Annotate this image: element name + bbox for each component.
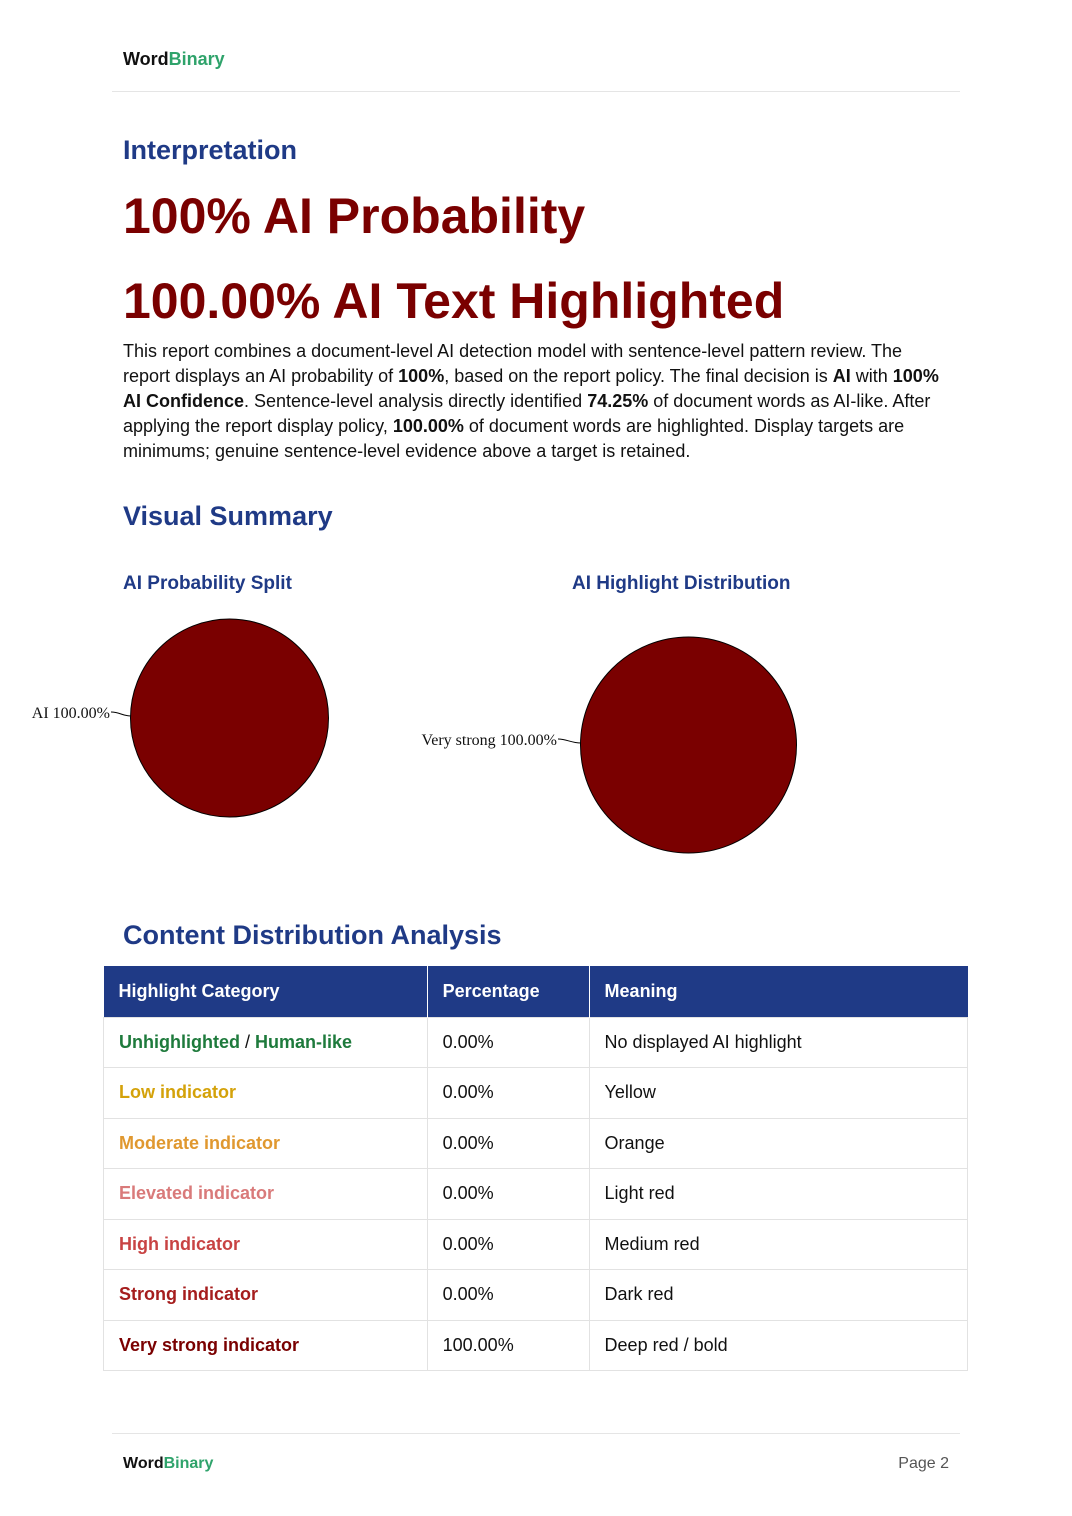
pie-slice-ai xyxy=(131,619,329,817)
meaning-cell: Medium red xyxy=(589,1219,967,1270)
pie-chart-ai-probability xyxy=(32,619,329,817)
category-cell: Low indicator xyxy=(104,1068,428,1119)
content-distribution-heading: Content Distribution Analysis xyxy=(123,920,502,950)
meaning-cell: Dark red xyxy=(589,1270,967,1321)
percentage-cell: 0.00% xyxy=(427,1017,589,1068)
meaning-cell: Yellow xyxy=(589,1068,967,1119)
table-row xyxy=(104,1068,968,1119)
percentage-cell: 0.00% xyxy=(427,1118,589,1169)
category-cell: Strong indicator xyxy=(104,1270,428,1321)
category-cell: Very strong indicator xyxy=(104,1320,428,1371)
page-number: Page 2 xyxy=(898,1455,949,1472)
table-row xyxy=(104,1118,968,1169)
table-row xyxy=(104,1219,968,1270)
column-header-meaning: Meaning xyxy=(589,966,967,1017)
table-row xyxy=(104,1320,968,1371)
column-header-category: Highlight Category xyxy=(104,966,428,1017)
pie-charts xyxy=(0,600,1072,880)
visual-summary-heading: Visual Summary xyxy=(123,501,333,531)
footer-divider xyxy=(112,1433,960,1434)
percentage-cell: 0.00% xyxy=(427,1270,589,1321)
interpretation-heading: Interpretation xyxy=(123,135,298,165)
pie-leader-line-very-strong xyxy=(558,739,581,743)
percentage-cell: 100.00% xyxy=(427,1320,589,1371)
chart1-title: AI Probability Split xyxy=(123,573,292,594)
chart2-title: AI Highlight Distribution xyxy=(572,573,791,594)
interpretation-paragraph: This report combines a document-level AI detection model with sentence-level pattern review. The report displays an AI probability of 100%, based on the report policy. The final decision is AI with 100% AI Confidence. Sentence-level analysis directly identified 74.25% of document words as AI-like. After applying the report display policy, 100.00% of document words are highlighted. Display targets are minimums; genuine sentence-level evidence above a target is retained. xyxy=(123,341,939,461)
percentage-cell: 0.00% xyxy=(427,1068,589,1119)
category-cell: High indicator xyxy=(104,1219,428,1270)
meaning-cell: Orange xyxy=(589,1118,967,1169)
category-cell: Moderate indicator xyxy=(104,1118,428,1169)
ai-highlighted-headline: 100.00% AI Text Highlighted xyxy=(123,273,785,329)
ai-probability-headline: 100% AI Probability xyxy=(123,188,586,244)
category-cell: Unhighlighted / Human-like xyxy=(104,1017,428,1068)
pie-label-ai: AI 100.00% xyxy=(31,705,110,722)
pie-label-very-strong: Very strong 100.00% xyxy=(421,732,557,749)
table-row xyxy=(104,1017,968,1068)
meaning-cell: Deep red / bold xyxy=(589,1320,967,1371)
percentage-cell: 0.00% xyxy=(427,1169,589,1220)
pie-slice-very-strong xyxy=(581,637,797,853)
brand-logo: WordBinary xyxy=(123,49,225,69)
column-header-percentage: Percentage xyxy=(427,966,589,1017)
distribution-table xyxy=(103,966,968,1371)
meaning-cell: No displayed AI highlight xyxy=(589,1017,967,1068)
table-row xyxy=(104,1169,968,1220)
pie-leader-line-ai xyxy=(111,712,131,716)
percentage-cell: 0.00% xyxy=(427,1219,589,1270)
pie-chart-highlight-distribution xyxy=(421,637,796,853)
category-cell: Elevated indicator xyxy=(104,1169,428,1220)
table-header-row xyxy=(104,966,968,1017)
meaning-cell: Light red xyxy=(589,1169,967,1220)
header-divider xyxy=(112,91,960,92)
footer-brand-logo: WordBinary xyxy=(123,1455,214,1472)
table-row xyxy=(104,1270,968,1321)
